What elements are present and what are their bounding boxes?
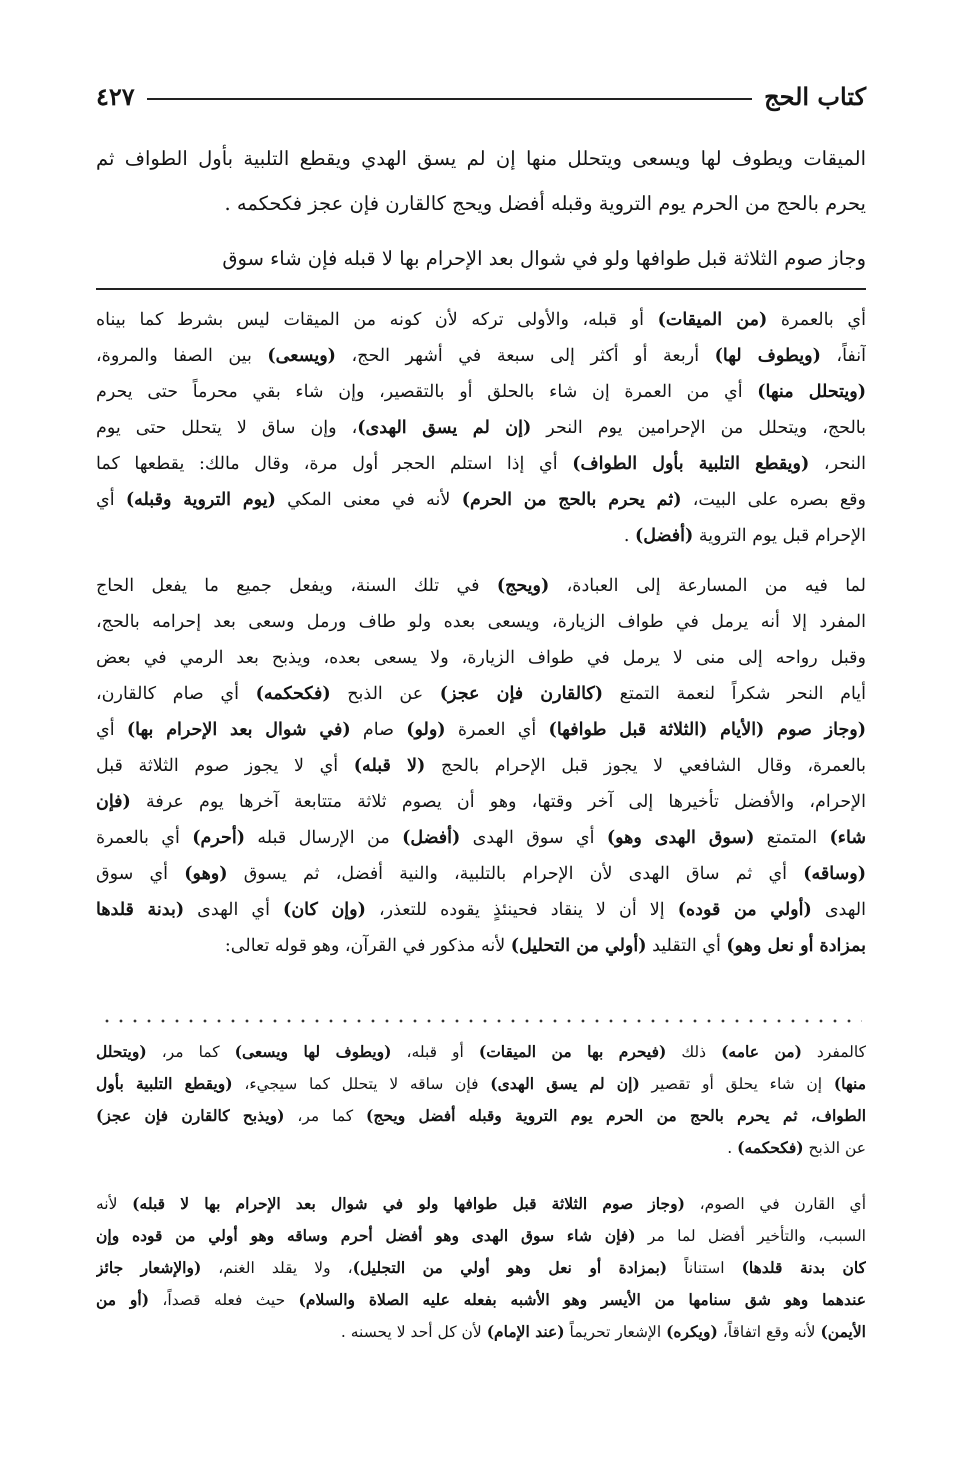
text-line: أي بالعمرة (من الميقات) أو قبله، والأولى تركه لأن كونه من الميقات ليس بشرط كما بيناه — [96, 310, 866, 330]
page-number: ٤٢٧ — [96, 81, 135, 111]
text-line: الميقات ويطوف لها ويسعى ويتحلل منها إن لم يسق الهدي ويقطع التلبية بأول الطواف ثم — [96, 147, 866, 170]
commentary-paragraph — [96, 568, 866, 964]
text-line: عندهما وهو شق سنامها من الأيسر وهو الأشبه بفعله عليه الصلاة والسلام) حيث فعله قصداً، (أو من — [96, 1290, 866, 1309]
main-text-paragraph — [96, 236, 866, 281]
header-rule — [147, 98, 752, 100]
main-text — [96, 136, 866, 281]
text-line: (وجاز صوم (الأيام (الثلاثة قبل طوافها) أي العمرة (ولو) صام (في شوال بعد الإحرام بها) أي — [96, 720, 866, 740]
text-line: منها) إن شاء يحلق أو تقصير (إن لم يسق الهدى) فإن ساقه لا يتحلل كما سيجيء، (ويقطع التلبية بأول — [96, 1074, 866, 1093]
text-line: كان بدنة قلدها) استناناً (بمزادة أو نعل وهو أولي من التجليل)، ولا يقلد الغنم، (والإشعار جائز — [96, 1258, 866, 1277]
text-line: وقبل رواحه إلى منى لا يرمل في طواف الزيارة، ولا يسعى بعده، ويذبح بعد الرمي في بعض — [96, 648, 866, 668]
text-line: بمزادة أو نعل وهو) أي التقليد (أولي من التحليل) لأنه مذكور في القرآن، وهو قوله تعالى: — [224, 936, 866, 956]
text-line: الهدى (أولي من قوده) إلا أن لا ينقاد فحينئذٍ يقوده للتعذر، (وإن كان) أي الهدى (بدنة قلدها — [96, 900, 866, 920]
text-line: كالمفرد (من عامه) ذلك (فيحرم بها من الميقات) أو قبله، (ويطوف لها ويسعى) كما مر، (ويتحلل — [96, 1042, 866, 1061]
running-header — [96, 76, 866, 116]
text-line: (وساقه) أي ثم ساق الهدى لأن الإحرام بالتلبية، والنية أفضل، ثم يسوق (وهو) أي سوق — [96, 864, 866, 884]
commentary-section — [96, 302, 866, 964]
commentary-paragraph — [96, 1036, 866, 1164]
commentary-paragraph — [96, 1188, 866, 1348]
dotted-divider — [100, 1018, 862, 1024]
text-line: الإحرام قبل يوم التروية (أفضل) . — [623, 526, 866, 546]
text-line: آنفاً، (ويطوف لها) أربعة أو أكثر إلى سبعة في أشهر الحج، (ويسعى) بين الصفا والمروة، — [96, 346, 866, 366]
main-text-paragraph — [96, 136, 866, 226]
text-line: أي القارن في الصوم، (وجاز صوم الثلاثة قبل طوافها ولو في شوال بعد الإحرام بها لا قبله) لأنه — [96, 1194, 866, 1213]
commentary-paragraph — [96, 302, 866, 554]
main-text-divider — [96, 288, 866, 290]
text-line: عن الذبح (فكحكمه) . — [727, 1138, 866, 1157]
text-line: السبب، والتأخير أفضل لما مر (فإن شاء سوق الهدى وهو أفضل أحرم وساقه وهو أولي من قوده وإن — [96, 1226, 866, 1245]
text-line: بالحج، ويتحلل من الإحرامين يوم النحر (إن لم يسق الهدى)، وإن ساق لا يتحلل حتى يوم — [96, 418, 866, 438]
text-line: شاء) المتمتع (سوق الهدى وهو) أي سوق الهدى (أفضل) من الإرسال قبله (أحرم) أي بالعمرة — [96, 828, 866, 848]
text-line: النحر، (ويقطع التلبية بأول الطواف) أي إذا استلم الحجر أول مرة، وقال مالك: يقطعها كما — [96, 454, 866, 474]
text-line: الأيمن) لأنه وقع اتفاقاً، (ويكره) الإشعار تحريماً (عند الإمام) لأن كل أحد لا يحسنه . — [340, 1322, 866, 1341]
text-line: بالعمرة، وقال الشافعي لا يجوز قبل الإحرام بالحج (لا قبله) أي لا يجوز صوم الثلاثة قبل — [96, 756, 866, 776]
text-line: الطواف، ثم يحرم بالحج من الحرم يوم التروية وقبله أفضل ويحج) كما مر، (ويذبح كالقارن فإن عجز) — [96, 1106, 866, 1125]
chapter-title: كتاب الحج — [764, 81, 866, 111]
text-line: يحرم بالحج من الحرم يوم التروية وقبله أفضل ويحج كالقارن فإن عجز فكحكمه . — [224, 192, 866, 215]
text-line: الإحرام، والأفضل تأخيرها إلى آخر وقتها، وهو أن يصوم ثلاثة متتابعة آخرها يوم عرفة (فإن — [96, 792, 866, 812]
text-line: لما فيه من المسارعة إلى العبادة، (ويحج) في تلك السنة، ويفعل جميع ما يفعل الحاج — [96, 576, 866, 596]
text-line: أيام النحر شكراً لنعمة التمتع (كالقارن فإن عجز) عن الذبح (فكحكمه) أي صام كالقارن، — [96, 684, 866, 704]
text-line: وقع بصره على البيت، (ثم يحرم بالحج من الحرم) لأنه في معنى المكي (يوم التروية وقبله) أي — [96, 490, 866, 510]
text-line: المفرد إلا أنه يرمل في طواف الزيارة، ويسعى بعده ولو طاف ورمل وسعى بعد إحرامه بالحج، — [96, 612, 866, 632]
second-commentary-section — [96, 1036, 866, 1348]
text-line: وجاز صوم الثلاثة قبل طوافها ولو في شوال بعد الإحرام بها لا قبله فإن شاء سوق — [222, 247, 866, 270]
text-line: (ويتحلل منها) أي من العمرة إن شاء بالحلق أو بالتقصير، وإن شاء بقي محرماً حتى يحرم — [96, 382, 866, 402]
